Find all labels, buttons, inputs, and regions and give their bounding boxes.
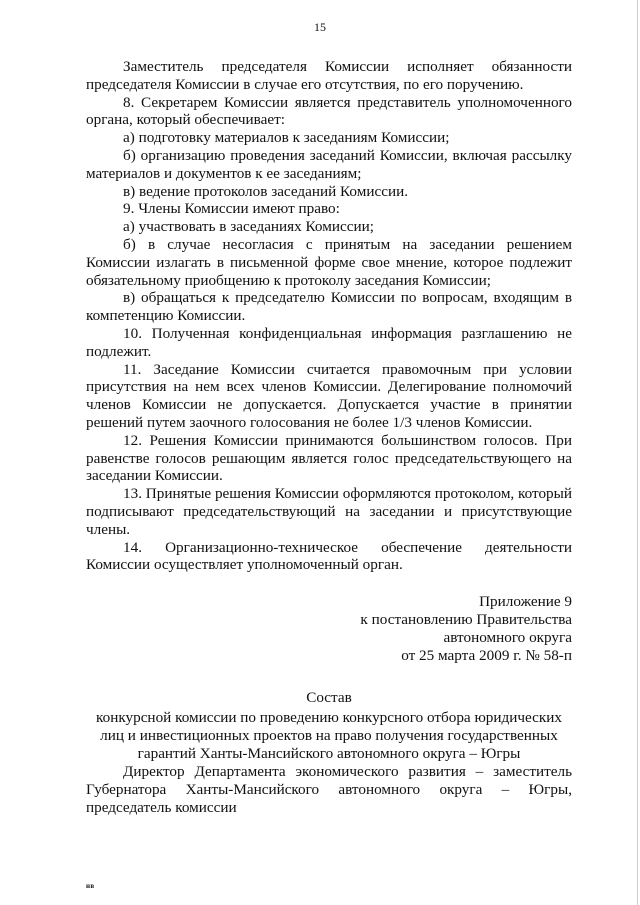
paragraph-8b: б) организацию проведения заседаний Комиссии, включая рассылку материалов и документов к ее заседаниям;	[86, 146, 572, 182]
paragraph-8-secretary: 8. Секретарем Комиссии является представитель уполномоченного органа, который обеспечивает:	[86, 93, 572, 129]
paragraph-deputy-chair: Заместитель председателя Комиссии исполняет обязанности председателя Комиссии в случае его отсутствия, по его поручению.	[86, 58, 572, 93]
appendix-date: от 25 марта 2009 г. № 58-п	[401, 647, 572, 665]
paragraph-12: 12. Решения Комиссии принимаются большинством голосов. При равенстве голосов решающим является голос председательствующего на заседании Комиссии.	[86, 431, 572, 485]
appendix-region: автономного округа	[443, 629, 572, 647]
page-edge	[637, 0, 638, 905]
composition-description: конкурсной комиссии по проведению конкурсного отбора юридических лиц и инвестиционных проектов на право получения государственных гарантий Ханты-Мансийского автономного округа – Югры	[96, 709, 562, 763]
paragraph-9c: в) обращаться к председателю Комиссии по вопросам, входящим в компетенцию Комиссии.	[86, 289, 572, 325]
appendix-number: Приложение 9	[479, 593, 572, 611]
paragraph-11: 11. Заседание Комиссии считается правомочным при условии присутствия на нем всех членов Комиссии. Делегирование полномочий членов Комиссии не допускается. Допускается участие в принятии решений путем заочного голосования не более 1/3 членов Комиссии.	[86, 360, 572, 431]
paragraph-14: 14. Организационно-техническое обеспечение деятельности Комиссии осуществляет уполномоченный орган.	[86, 538, 572, 574]
page-number: 15	[314, 20, 326, 34]
commission-chair: Директор Департамента экономического развития – заместитель Губернатора Ханты-Мансийского автономного округа – Югры, председатель комиссии	[86, 763, 572, 816]
paragraph-9b: б) в случае несогласия с принятым на заседании решением Комиссии излагать в письменной форме свое мнение, которое подлежит обязательному приобщению к протоколу заседания Комиссии;	[86, 235, 572, 289]
paragraph-8a: а) подготовку материалов к заседаниям Комиссии;	[123, 129, 450, 147]
composition-heading	[86, 689, 572, 763]
paragraph-8c: в) ведение протоколов заседаний Комиссии.	[123, 182, 409, 200]
paragraph-13: 13. Принятые решения Комиссии оформляются протоколом, который подписывают председательствующий на заседании и присутствующие члены.	[86, 485, 572, 538]
paragraph-9a: а) участвовать в заседаниях Комиссии;	[123, 218, 374, 236]
document-body	[86, 58, 572, 817]
paragraph-9-members-rights: 9. Члены Комиссии имеют право:	[123, 200, 340, 218]
paragraph-10: 10. Полученная конфиденциальная информация разглашению не подлежит.	[86, 324, 572, 360]
appendix-resolution: к постановлению Правительства	[360, 611, 572, 629]
composition-title: Состав	[306, 689, 352, 707]
footer-mark: нв	[86, 882, 95, 890]
appendix-heading	[86, 593, 572, 665]
